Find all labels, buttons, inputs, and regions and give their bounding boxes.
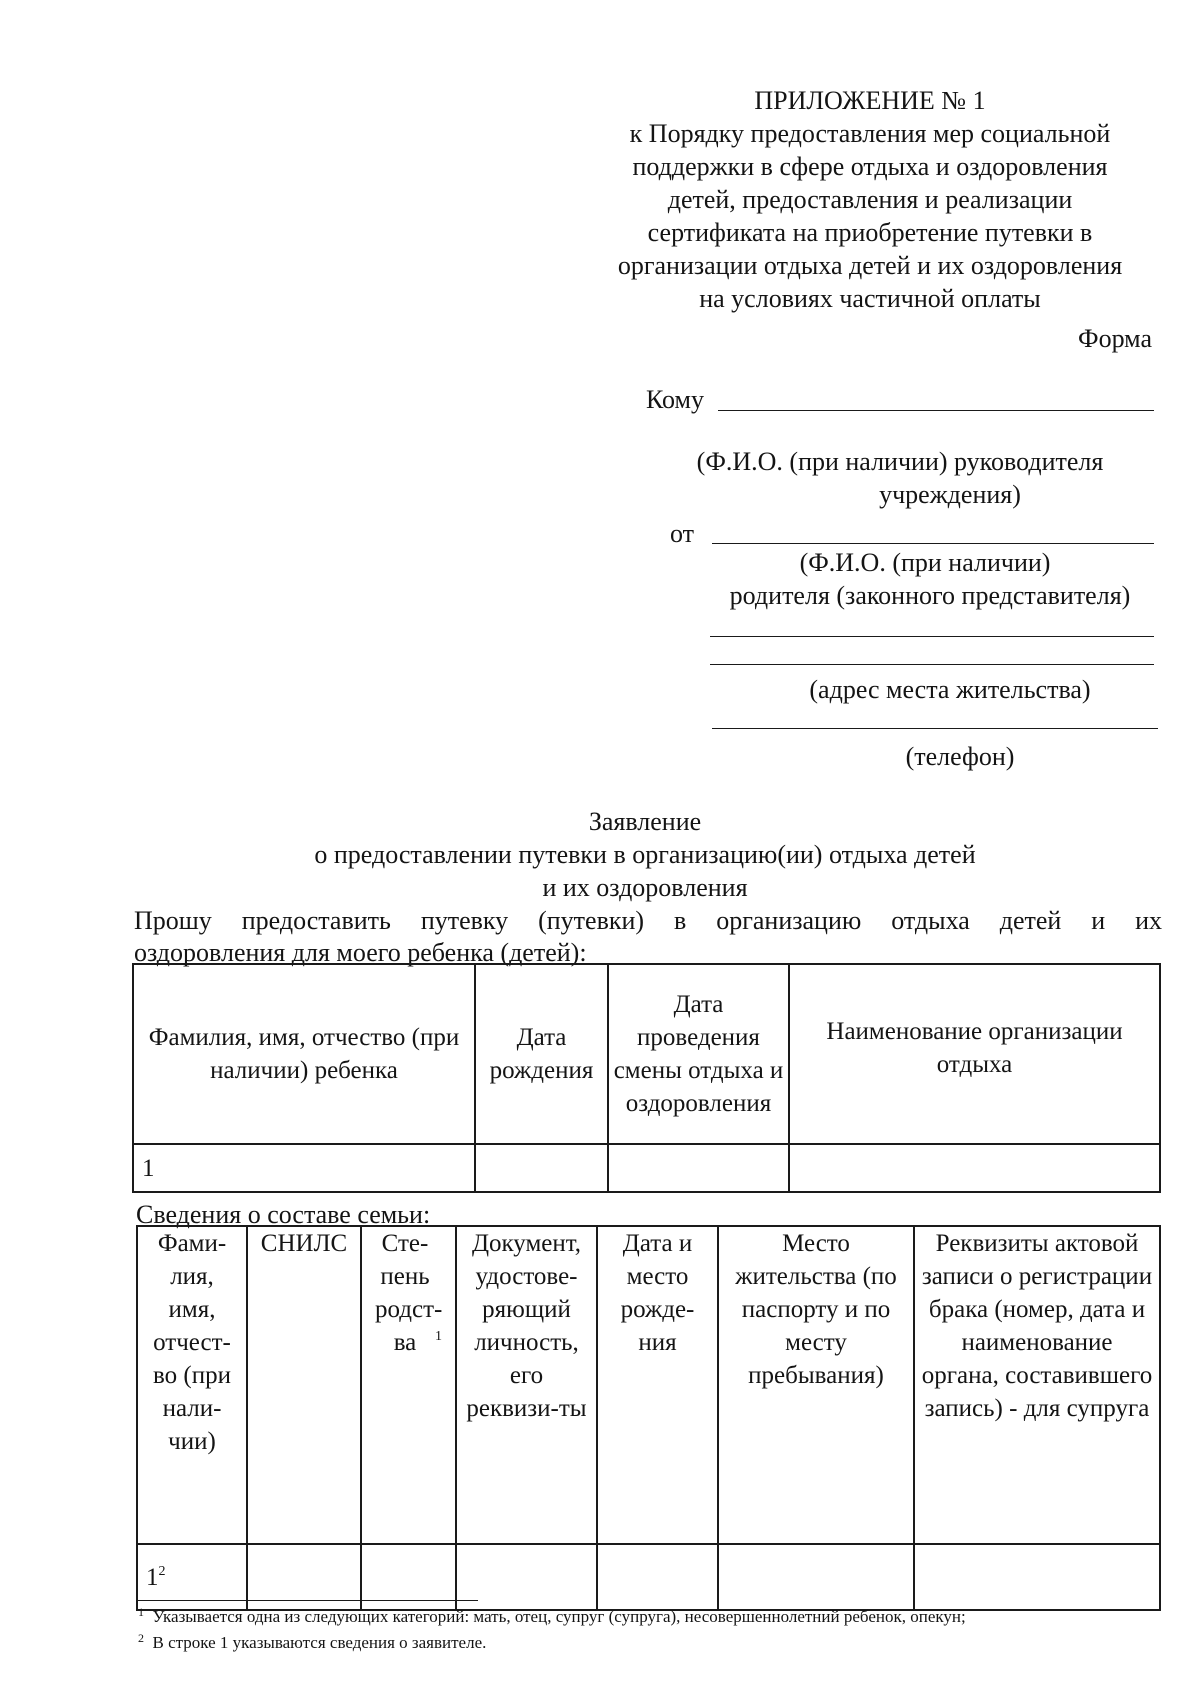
statement-body-line: Прошу предоставить путевку (путевки) в организацию отдыха детей и их <box>134 906 1162 935</box>
family-header-snils <box>247 1226 361 1544</box>
family-residence-cell[interactable] <box>718 1544 914 1610</box>
table-row <box>133 1144 1160 1192</box>
statement-subtitle: о предоставлении путевки в организацию(ии) отдыха детей <box>314 840 976 869</box>
family-table <box>136 1225 1161 1611</box>
family-header-birth-text: Дата и место рожде-ния <box>620 1230 695 1356</box>
row-number: 1 <box>146 1563 159 1591</box>
appendix-line: к Порядку предоставления мер социальной <box>629 119 1111 148</box>
family-header-document-text: Документ, удостове-ряющий личность, его реквизи-ты <box>466 1230 587 1422</box>
to-field[interactable] <box>718 410 1154 411</box>
footnote-mark: 1 <box>435 1329 442 1344</box>
children-table-header-row <box>133 964 1160 1144</box>
family-caption: Сведения о составе семьи: <box>136 1200 431 1229</box>
form-label: Форма <box>1078 324 1152 353</box>
family-header-fio-text: Фами-лия, имя, отчест-во (при нали-чии) <box>153 1230 231 1455</box>
children-header-birthdate: Дата рождения <box>475 964 608 1144</box>
from-field[interactable] <box>712 543 1154 544</box>
appendix-header <box>600 84 1140 315</box>
family-birth-cell[interactable] <box>597 1544 718 1610</box>
family-header-degree-text: Сте-пень родст-ва <box>375 1230 443 1356</box>
footnote-1 <box>138 1606 966 1628</box>
family-header-residence-text: Место жительства (по паспорту и по месту пребывания) <box>735 1230 897 1389</box>
footnote-mark: 1 <box>138 1605 144 1619</box>
family-header-snils-text: СНИЛС <box>260 1230 348 1257</box>
from-hint-1: (Ф.И.О. (при наличии) <box>799 548 1051 577</box>
family-header-degree <box>361 1226 456 1544</box>
family-header-marriage-record <box>914 1226 1160 1544</box>
family-table-header-row <box>137 1226 1160 1544</box>
children-header-fio: Фамилия, имя, отчество (при наличии) ребенка <box>133 964 475 1144</box>
row-number: 1 <box>133 1144 475 1192</box>
from-label: от <box>670 519 695 548</box>
family-header-residence <box>718 1226 914 1544</box>
family-header-document <box>456 1226 597 1544</box>
children-table <box>132 963 1161 1193</box>
family-marriage-cell[interactable] <box>914 1544 1160 1610</box>
appendix-line: организации отдыха детей и их оздоровления <box>617 251 1123 280</box>
footnote-separator <box>138 1600 478 1601</box>
from-hint-2: родителя (законного представителя) <box>729 581 1131 610</box>
phone-hint: (телефон) <box>905 742 1015 771</box>
footnote-mark: 2 <box>158 1563 166 1579</box>
footnote-1-text: Указывается одна из следующих категорий: мать, отец, супруг (супруга), несовершеннолетний ребенок, опекун; <box>152 1607 966 1626</box>
child-birthdate-cell[interactable] <box>475 1144 608 1192</box>
appendix-line: на условиях частичной оплаты <box>699 284 1041 313</box>
children-header-organization: Наименование организации отдыха <box>789 964 1160 1144</box>
child-organization-cell[interactable] <box>789 1144 1160 1192</box>
phone-field[interactable] <box>712 728 1158 729</box>
children-header-shift-date: Дата проведения смены отдыха и оздоровления <box>608 964 789 1144</box>
family-header-birth <box>597 1226 718 1544</box>
appendix-title: ПРИЛОЖЕНИЕ № 1 <box>754 86 986 115</box>
appendix-line: поддержки в сфере отдыха и оздоровления <box>632 152 1108 181</box>
address-hint: (адрес места жительства) <box>809 675 1091 704</box>
footnote-2-text: В строке 1 указываются сведения о заявителе. <box>152 1633 487 1652</box>
to-hint-1: (Ф.И.О. (при наличии) руководителя <box>696 447 1104 476</box>
family-header-marriage-record-text: Реквизиты актовой записи о регистрации брака (номер, дата и наименование органа, составившего запись) - для супруга <box>921 1230 1153 1422</box>
statement-body-line: оздоровления для моего ребенка (детей): <box>134 938 587 967</box>
address-field-1[interactable] <box>710 636 1154 637</box>
appendix-line: детей, предоставления и реализации <box>667 185 1073 214</box>
footnote-2 <box>138 1632 486 1654</box>
statement-title: Заявление <box>588 807 702 836</box>
child-shift-date-cell[interactable] <box>608 1144 789 1192</box>
family-header-fio <box>137 1226 247 1544</box>
appendix-line: сертификата на приобретение путевки в <box>647 218 1093 247</box>
footnote-mark: 2 <box>138 1631 144 1645</box>
address-field-2[interactable] <box>710 664 1154 665</box>
to-label: Кому <box>646 385 705 414</box>
to-hint-2: учреждения) <box>879 480 1021 509</box>
statement-subtitle: и их оздоровления <box>542 873 748 902</box>
